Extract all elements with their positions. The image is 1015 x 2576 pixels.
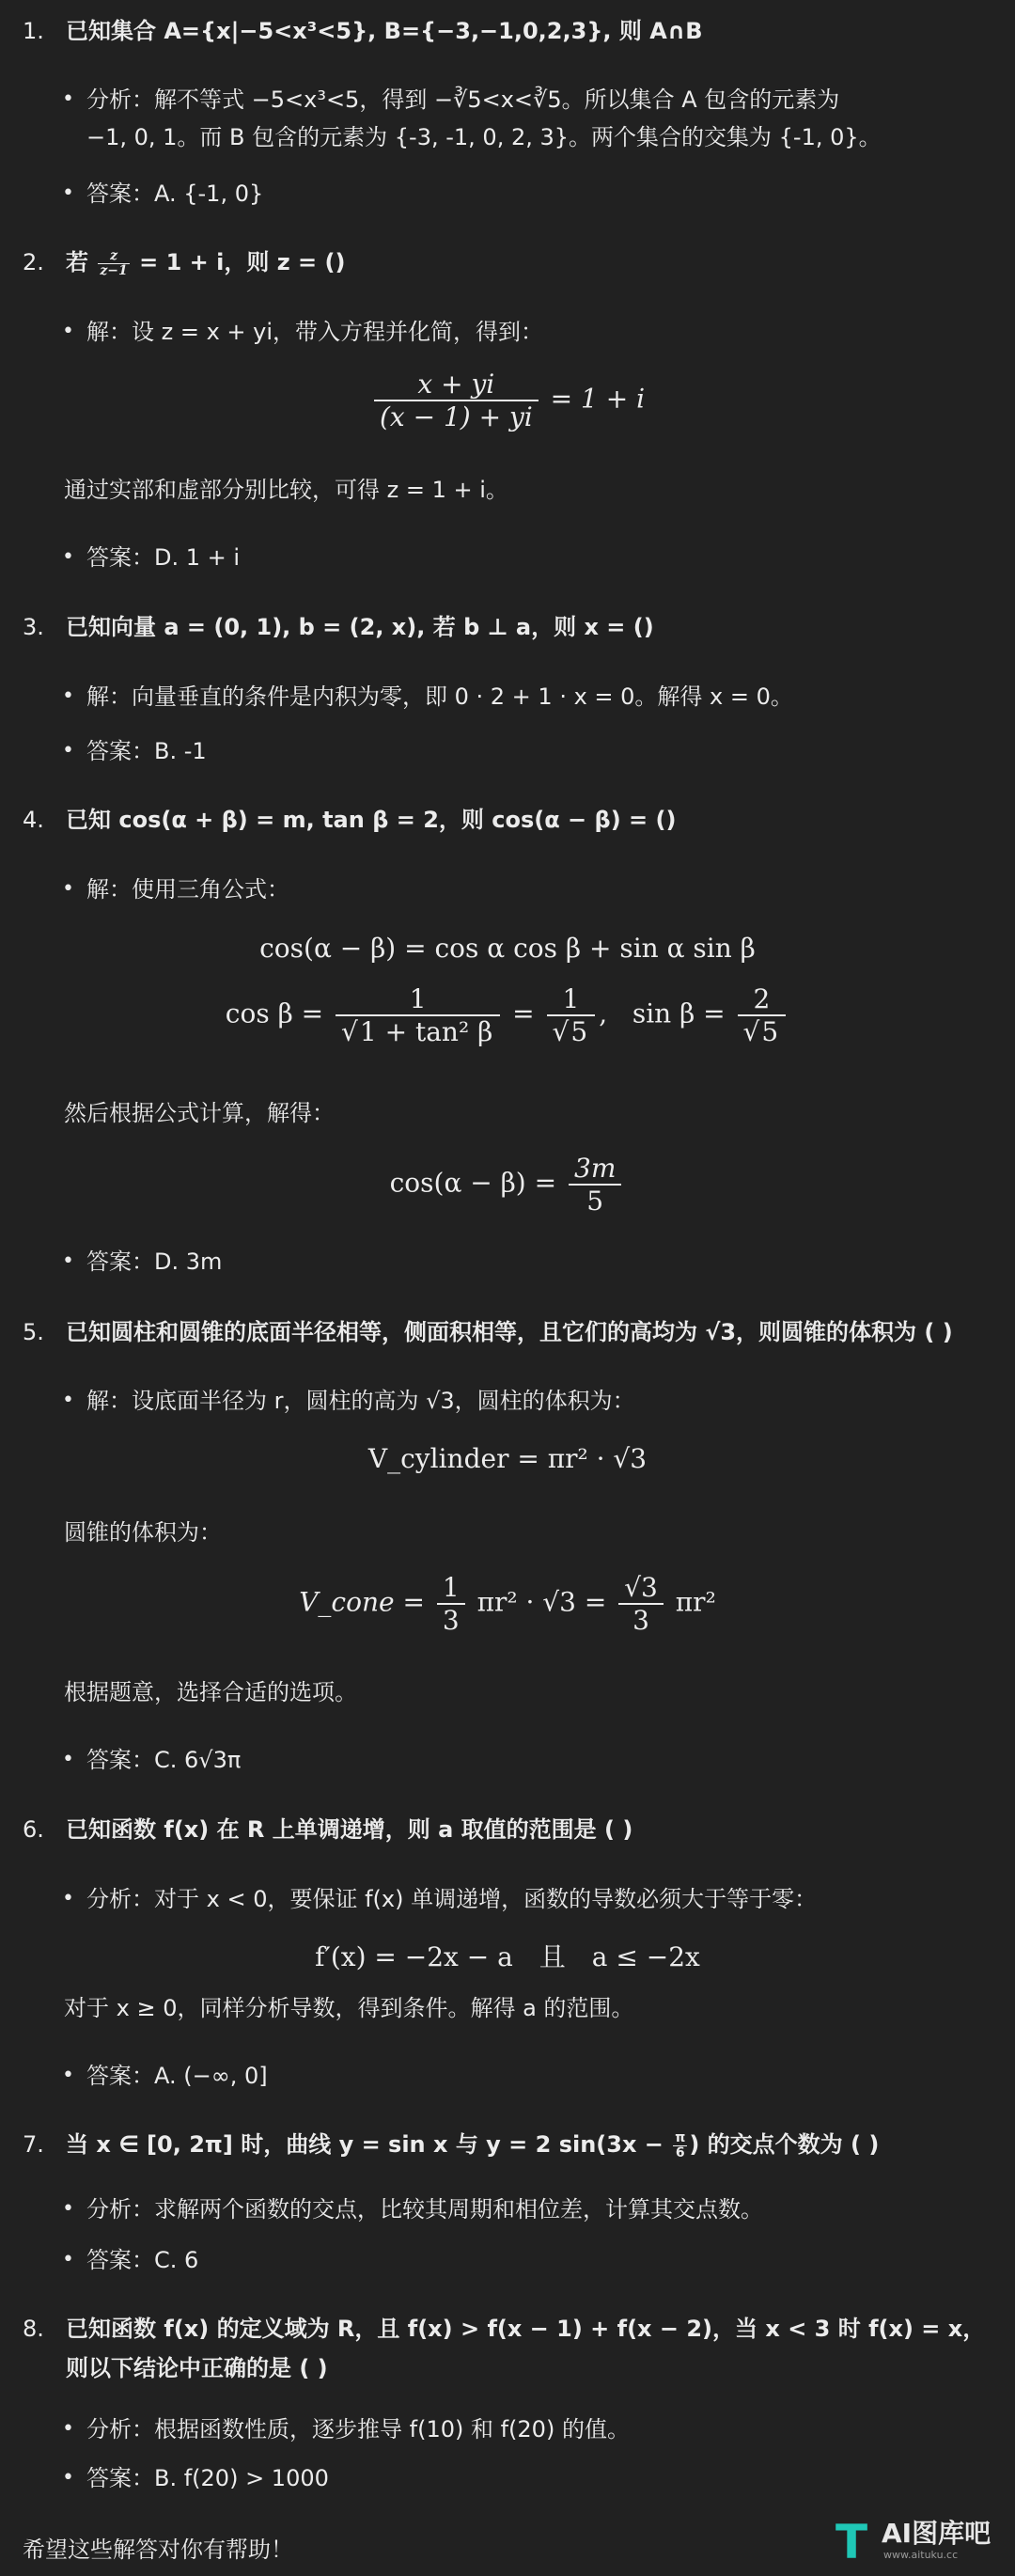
- answer-line: • 答案：C. 6: [86, 2241, 987, 2279]
- answer-line: • 答案：D. 1 + i: [86, 539, 987, 576]
- solution-line: • 解：向量垂直的条件是内积为零，即 0 · 2 + 1 · x = 0。解得 x = 0。: [86, 678, 987, 715]
- analysis-line: • 分析：对于 x < 0，要保证 f(x) 单调递增，函数的导数必须大于等于零：: [86, 1880, 987, 1918]
- closing-message: 希望这些解答对你有帮助！: [23, 2537, 293, 2563]
- analysis-line: • 分析：解不等式 −5<x³<5，得到 −∛5<x<∛5。所以集合 A 包含的元素为 −1, 0, 1。而 B 包含的元素为 {-3, -1, 0, 2, 3}。两个集合的交集为 {-1, 0}。: [86, 81, 987, 156]
- conclusion-line: 对于 x ≥ 0，同样分析导数，得到条件。解得 a 的范围。: [64, 1995, 634, 2021]
- answer-line: • 答案：B. f(20) > 1000: [86, 2459, 987, 2497]
- watermark: [827, 2516, 1006, 2568]
- equation: cos(α − β) = $\frac{3m}{5}$: [0, 1153, 1015, 1217]
- solution-line: • 解：设 z = x + yi，带入方程并化简，得到：: [86, 313, 987, 351]
- analysis-line: • 分析：根据函数性质，逐步推导 f(10) 和 f(20) 的值。: [86, 2411, 987, 2448]
- equation: $\frac{x + yi}{(x - 1) + yi}$ = 1 + i: [0, 369, 1015, 432]
- middle-line: 然后根据公式计算，解得：: [64, 1100, 335, 1126]
- answer-line: • 答案：C. 6√3π: [86, 1741, 987, 1779]
- equation: cos(α − β) = cos α cos β + sin α sin β: [259, 933, 756, 964]
- question-stem: 已知集合 A={x|−5<x³<5}, B={−3,−1,0,2,3}, 则 A∩B: [66, 18, 703, 44]
- equation: f′(x) = −2x − a 且 a ≤ −2x: [315, 1941, 700, 1972]
- answer-line: • 答案：A. {-1, 0}: [86, 175, 987, 212]
- watermark-url: www.aituku.cc: [883, 2549, 959, 2561]
- question-3: 3. 已知向量 a = (0, 1), b = (2, x), 若 b ⊥ a，则 x = (): [23, 614, 654, 640]
- question-number: 1.: [23, 18, 44, 44]
- question-6: 6. 已知函数 f(x) 在 R 上单调递增，则 a 取值的范围是 ( ): [23, 1816, 633, 1843]
- conclusion-line: 根据题意，选择合适的选项。: [64, 1679, 357, 1705]
- t-logo-icon: T: [835, 2515, 868, 2569]
- middle-line: 圆锥的体积为：: [64, 1519, 222, 1546]
- equation: cos β = $\frac{1}{\text{√1 + tan² β}}$ = $\frac{1}{√5}$ , sin β = $\frac{2}{√5}$: [0, 983, 1015, 1047]
- watermark-brand: AI图库吧: [882, 2518, 992, 2549]
- question-2: 2. 若 $\frac{z}{z-1}$ = 1 + i，则 z = (): [23, 247, 346, 278]
- solution-line: • 解：使用三角公式：: [86, 871, 987, 908]
- conclusion-line: 通过实部和虚部分别比较，可得 z = 1 + i。: [64, 477, 508, 503]
- answer-line: • 答案：D. 3m: [86, 1243, 987, 1280]
- answer-line: • 答案：B. -1: [86, 732, 987, 770]
- question-1: [23, 11, 992, 51]
- analysis-line: • 分析：求解两个函数的交点，比较其周期和相位差，计算其交点数。: [86, 2191, 987, 2228]
- equation: V_cone = $\frac{1}{3}$ πr² · √3 = $\frac{√3}{3}$ πr²: [299, 1572, 716, 1636]
- answer-line: • 答案：A. (−∞, 0]: [86, 2057, 987, 2095]
- question-7: 7. 当 x ∈ [0, 2π] 时，曲线 y = sin x 与 y = 2 sin(3x − $\frac{\pi}{6}$ ) 的交点个数为 ( ): [23, 2129, 880, 2160]
- inline-fraction: $\frac{\pi}{6}$: [675, 2129, 686, 2160]
- question-4: 4. 已知 cos(α + β) = m, tan β = 2，则 cos(α − β) = (): [23, 807, 677, 833]
- question-8: 8. 已知函数 f(x) 的定义域为 R，且 f(x) > f(x − 1) + f(x − 2)，当 x < 3 时 f(x) = x， 则以下结论中正确的是 ( ): [23, 2316, 986, 2381]
- inline-fraction: $\frac{z}{z-1}$: [100, 247, 128, 278]
- solution-line: • 解：设底面半径为 r，圆柱的高为 √3，圆柱的体积为：: [86, 1382, 987, 1420]
- equation: V_cylinder = πr² · √3: [367, 1443, 648, 1474]
- question-5: 5. 已知圆柱和圆锥的底面半径相等，侧面积相等，且它们的高均为 √3，则圆锥的体积为 ( ): [23, 1319, 953, 1345]
